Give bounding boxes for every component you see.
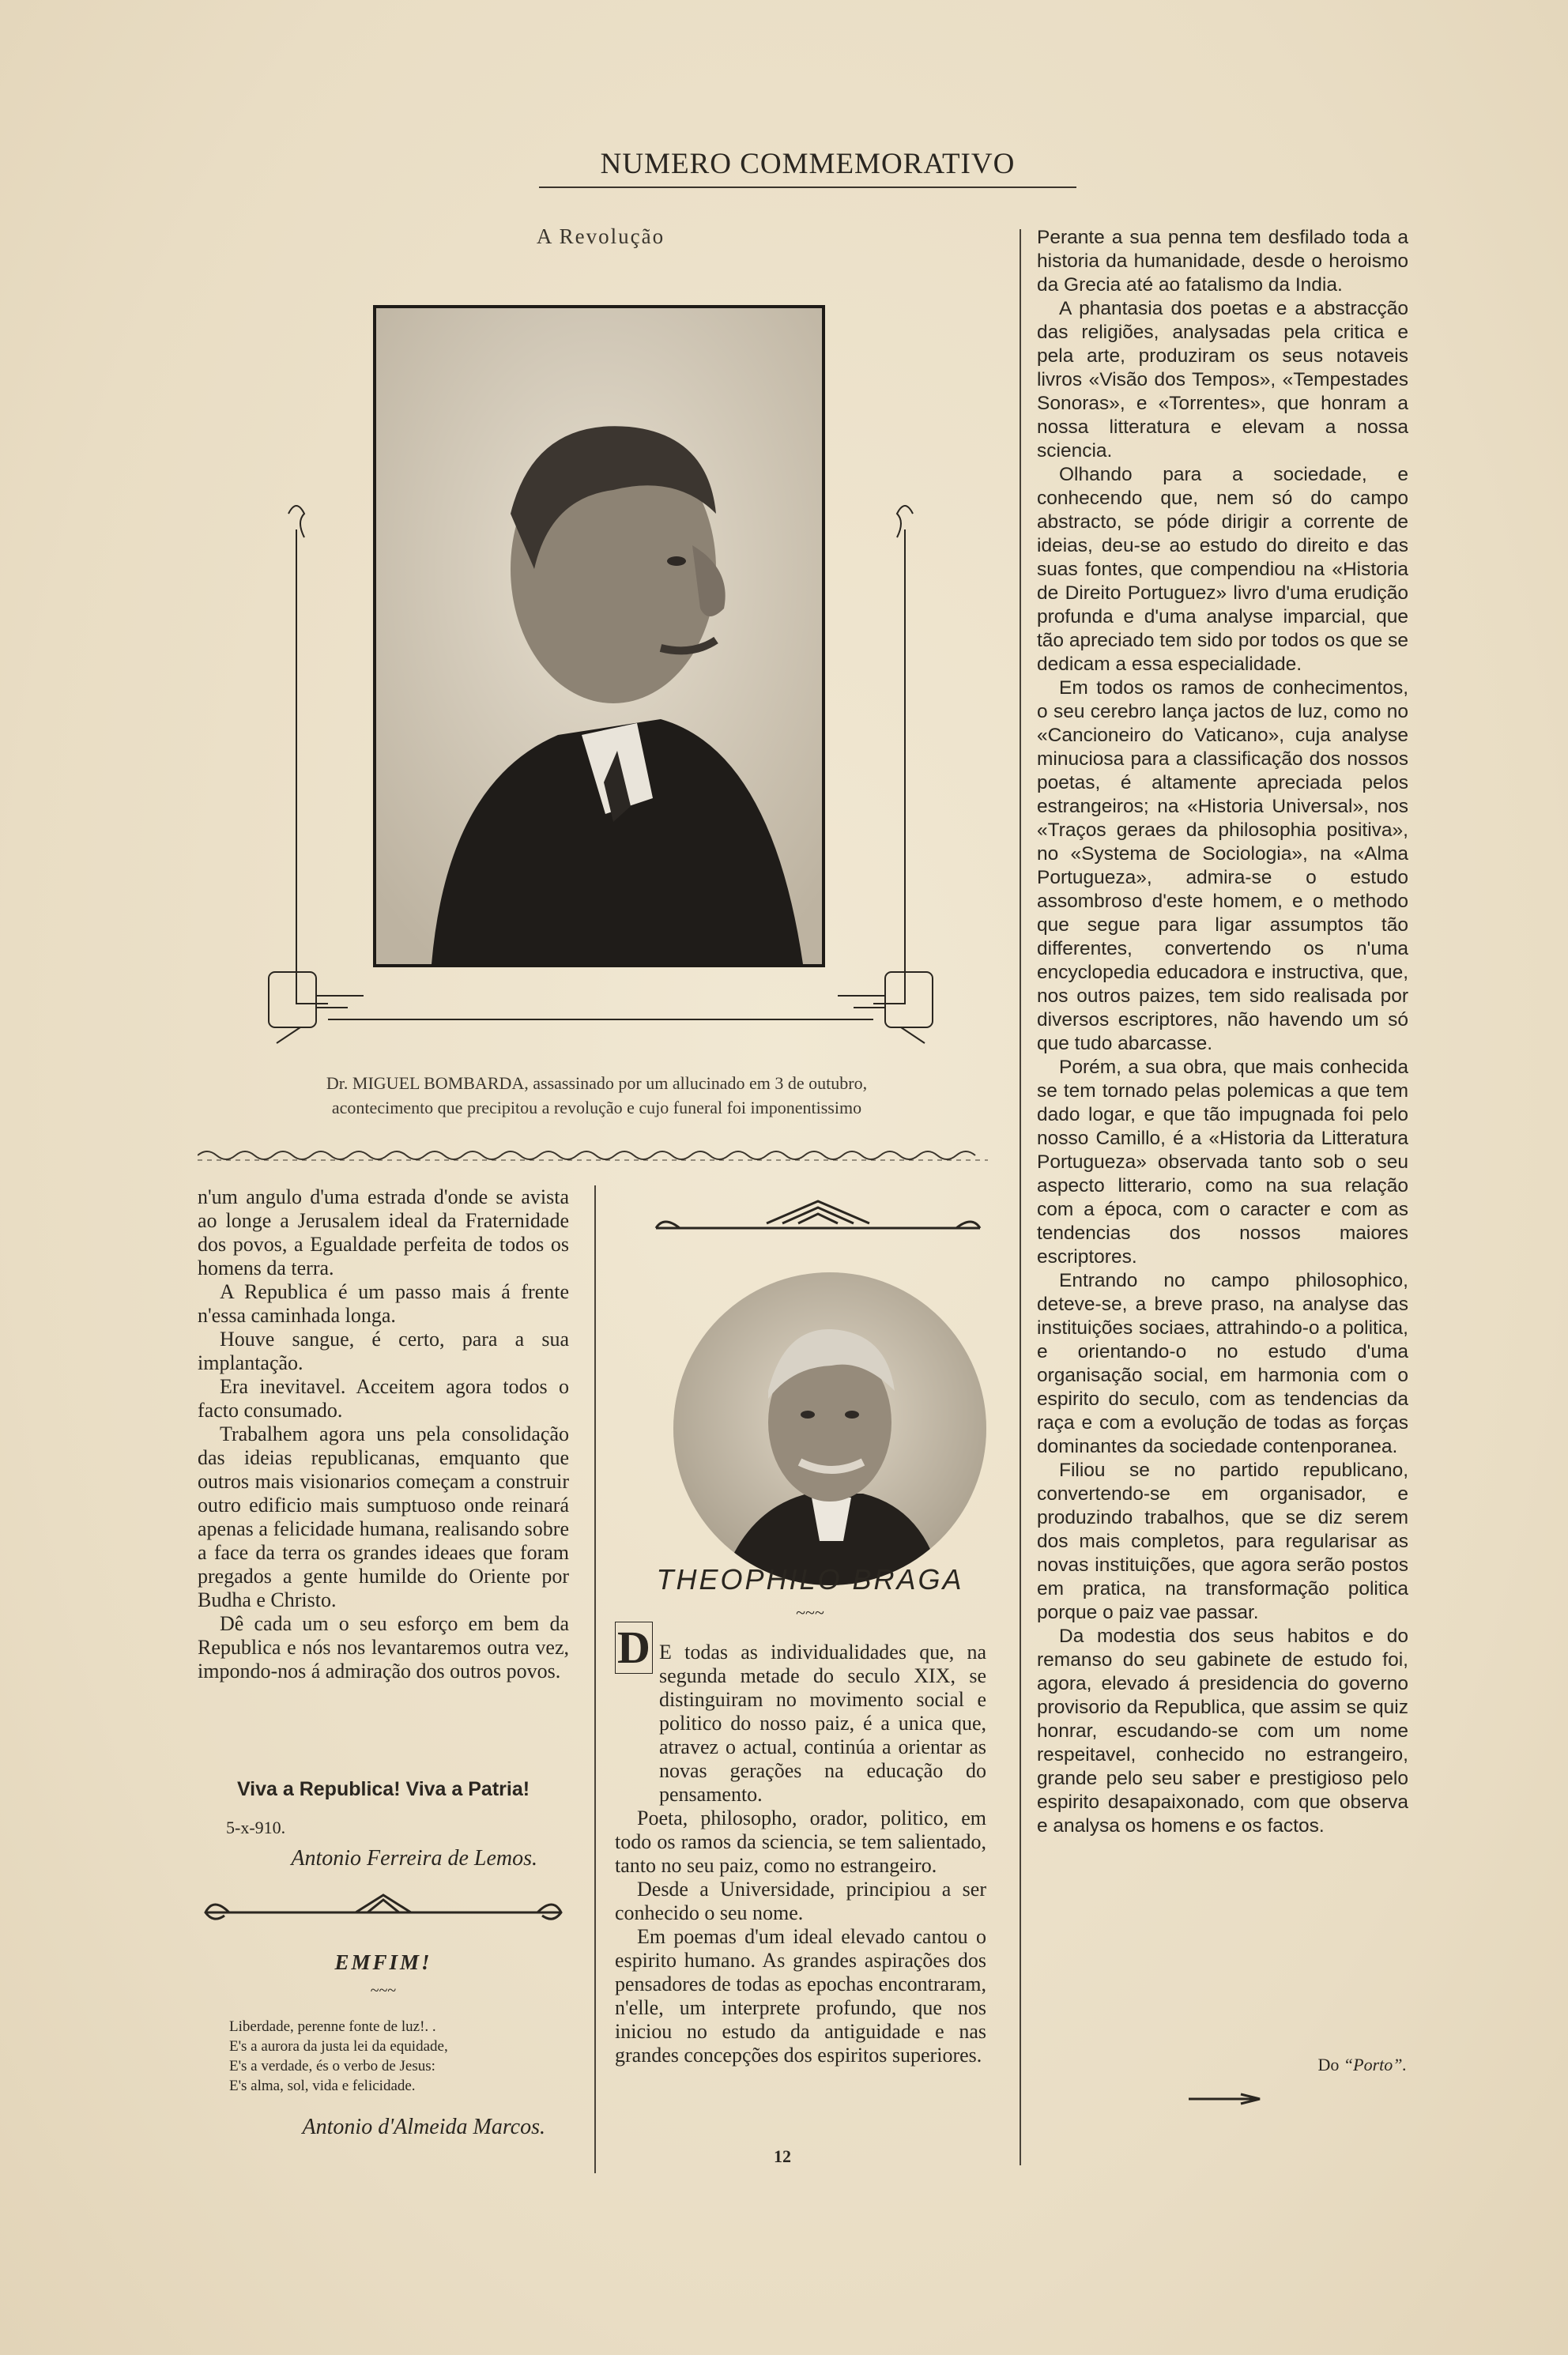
caption-line-2: acontecimento que precipitou a revolução e cujo funeral foi imponentissimo	[331, 1098, 862, 1117]
mid-paragraph-2: Poeta, philosopho, orador, politico, em todo os ramos da sciencia, se tem salientado, tanto no seu paiz, como no estrangeiro.	[615, 1807, 986, 1877]
section-label: A Revolução	[536, 224, 665, 248]
poem-title: EMFIM!	[334, 1950, 432, 1974]
poem-line-4: E's alma, sol, vida e felicidade.	[229, 2078, 416, 2094]
middle-column-text	[615, 1641, 986, 2067]
mid-paragraph-1: E todas as individualidades que, na segunda metade do seculo XIX, se distinguiram no movimento social e politico do nosso paiz, é a unica que, atravez o actual, continúa a orientar as novas gerações na educação do pensamento.	[659, 1641, 986, 1806]
wavy-separator	[198, 1146, 988, 1165]
left-paragraph-1: n'um angulo d'uma estrada d'onde se avista ao longe a Jerusalem ideal da Fraternidade dos povos, a Egualdade perfeita de todos os homens da terra.	[198, 1185, 569, 1279]
mid-paragraph-4: Em poemas d'um ideal elevado cantou o espirito humano. As grandes aspirações dos pensadores de todas as epochas encontraram, n'elle, um interprete profundo, que nos iniciou no estudo da antiguidade e nas grandes concepções dos espiritos superiores.	[615, 1925, 986, 2067]
right-paragraph-8: Da modestia dos seus habitos e do remanso do seu gabinete de estudo foi, agora, elevado á presidencia do governo provisorio da Republica, que assim se quiz honrar, escudando-se com um nome respeitavel, conhecido no estrangeiro, grande pelo seu saber e prestigioso pelo espirito desapaixonado, com que observa e analysa os homens e os factos.	[1037, 1626, 1408, 1837]
source-attribution	[1233, 2055, 1407, 2075]
right-paragraph-7: Filiou se no partido republicano, convertendo-se em organisador, e produzindo trabalhos, que se diz serem dos mais completos, para regularisar as novas instituições, que agora serão postos em pratica, na transformação politica porque o paiz vae passar.	[1037, 1460, 1408, 1623]
right-paragraph-5: Porém, a sua obra, que mais conhecida se tem tornado pelas polemicas a que tem dado logar, e que tão impugnada foi pelo nosso Camillo, é a «Historia da Litteratura Portugueza» observada tanto sob o seu aspecto litterario, como na sua relação com a época, com o caracter e com as tendencias dos nossos maiores escriptores.	[1037, 1057, 1408, 1268]
middle-ornament-header	[648, 1195, 988, 1242]
theophilo-braga-heading: THEOPHILO BRAGA	[656, 1563, 964, 1596]
caption-line-1: Dr. MIGUEL BOMBARDA, assassinado por um allucinado em 3 de outubro,	[326, 1073, 868, 1093]
left-paragraph-2: A Republica é um passo mais á frente n'essa caminhada longa.	[198, 1280, 569, 1327]
left-paragraph-4: Era inevitavel. Acceitem agora todos o facto consumado.	[198, 1375, 569, 1422]
name-tilde-ornament: ~~~	[796, 1603, 824, 1622]
poem-tilde-ornament: ~~~	[370, 1982, 397, 1999]
closing-cry: Viva a Republica! Viva a Patria!	[236, 1778, 530, 1800]
right-paragraph-6: Entrando no campo philosophico, deteve-se, a breve praso, na analyse das instituições sociaes, attrahindo-o a politica, e orientando-o no estudo d'uma organisação social, em harmonia com o espirito do seculo, com as tendencias da raça e com a evolução de todas as forças dominantes da sociedade contenporanea.	[1037, 1270, 1408, 1457]
portrait-miguel-bombarda	[373, 305, 825, 967]
poem-verses	[229, 2017, 561, 2096]
poem-line-1: Liberdade, perenne fonte de luz!. .	[229, 2018, 436, 2035]
signature-ferreira-de-lemos: Antonio Ferreira de Lemos.	[291, 1846, 537, 1871]
article-date: 5-x-910.	[226, 1818, 286, 1837]
source-prefix: Do	[1317, 2055, 1344, 2074]
left-ornament-divider	[198, 1889, 569, 1936]
right-paragraph-2: A phantasia dos poetas e a abstracção das religiões, analysadas pela critica e pela arte, produziram os seus notaveis livros «Visão dos Tempos», «Tempestades Sonoras», e «Torrentes», que honram a nossa litteratura e elevam a nossa sciencia.	[1037, 298, 1408, 462]
left-column-text	[198, 1185, 569, 1683]
right-paragraph-4: Em todos os ramos de conhecimentos, o seu cerebro lança jactos de luz, como no «Cancioneiro do Vaticano», cuja analyse minuciosa para a classificação dos nossos poetas, é altamente apreciada pelos estrangeiros; na «Historia Universal», nos «Traços geraes da philosophia positiva», no «Systema de Sociologia», na «Alma Portugueza», admira-se o estudo assombroso d'este homem, e o methodo que segue para ligar assumptos tão differentes, convertendo os n'uma encyclopedia educadora e instructiva, que, nos outros paizes, tem sido realisada por diversos escriptores, não havendo um só que tudo abarcasse.	[1037, 677, 1408, 1054]
column-divider-right	[1020, 229, 1021, 2165]
drop-cap-letter: D	[615, 1622, 653, 1674]
left-paragraph-3: Houve sangue, é certo, para a sua implantação.	[198, 1328, 569, 1374]
right-paragraph-3: Olhando para a sociedade, e conhecendo que, nem só do campo abstracto, se póde dirigir a corrente de ideias, deu-se ao estudo do direito e das suas fontes, que compendiou na «Historia de Direito Portuguez» livro d'uma erudição profunda e d'uma analyse imparcial, que tão apreciado tem sido por todos os que se dedicam a essa especialidade.	[1037, 464, 1408, 675]
left-paragraph-6: Dê cada um o seu esforço em bem da Republica e nós nos levantaremos outra vez, impondo-nos á admiração dos outros povos.	[198, 1612, 569, 1682]
page-number: 12	[774, 2146, 791, 2166]
end-ornament	[1185, 2091, 1265, 2107]
page-header-title: NUMERO COMMEMORATIVO	[600, 148, 1016, 180]
signature-almeida-marcos: Antonio d'Almeida Marcos.	[302, 2115, 545, 2139]
portrait-caption	[190, 1071, 1004, 1120]
header-rule	[539, 187, 1076, 188]
portrait-theophilo-braga	[673, 1272, 986, 1585]
poem-line-2: E's a aurora da justa lei da equidade,	[229, 2038, 448, 2055]
right-column-text	[1037, 226, 1408, 1838]
poem-line-3: E's a verdade, és o verbo de Jesus:	[229, 2058, 435, 2074]
left-paragraph-5: Trabalhem agora uns pela consolidação das ideias republicanas, emquanto que outros mais visionarios começam a construir outro edificio mais sumptuoso onde reinará apenas a felicidade humana, realisando sobre a face da terra os grandes ideaes que foram pregados a gente humilde do Oriente por Budha e Christo.	[198, 1422, 569, 1611]
mid-paragraph-3: Desde a Universidade, principiou a ser conhecido o seu nome.	[615, 1878, 986, 1924]
source-name: “Porto”.	[1343, 2055, 1407, 2074]
column-divider-middle	[594, 1185, 596, 2173]
right-paragraph-1: Perante a sua penna tem desfilado toda a historia da humanidade, desde o heroismo da Grecia até ao fatalismo da India.	[1037, 227, 1408, 296]
